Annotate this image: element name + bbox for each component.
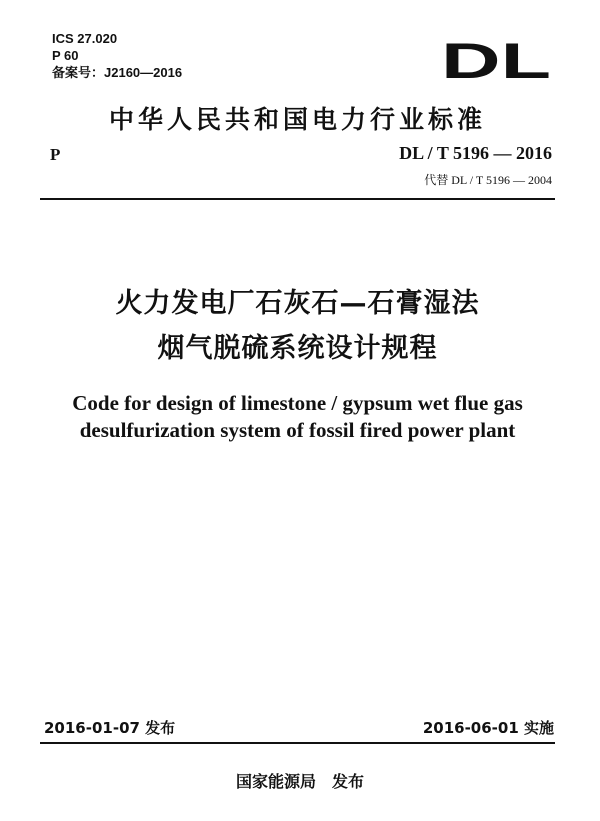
effective-date: 2016-06-01 实施: [422, 719, 554, 737]
header-divider: [40, 198, 555, 200]
title-en-line1: Code for design of limestone / gypsum wet flue gas: [72, 391, 523, 415]
dl-logo: [440, 40, 552, 80]
ccs-code: P 60: [52, 48, 79, 63]
replaces-standard: 代替 DL / T 5196 — 2004: [424, 173, 552, 187]
standard-type: 中华人民共和国电力行业标准: [108, 105, 486, 134]
filing-number: 备案号：J2160—2016: [52, 65, 183, 80]
category-code: P: [50, 145, 61, 164]
title-cn-line2: 烟气脱硫系统设计规程: [157, 333, 438, 364]
title-en-line2: desulfurization system of fossil fired power plant: [79, 418, 516, 442]
issue-date: 2016-01-07 发布: [44, 719, 176, 737]
title-cn-line1: 火力发电厂石灰石—石膏湿法: [115, 288, 480, 319]
standard-number: DL / T 5196 — 2016: [399, 143, 552, 163]
dl-logo-text: DL: [441, 40, 551, 80]
footer-divider: [40, 742, 555, 744]
issuer: 国家能源局 发布: [235, 772, 364, 791]
ics-code: ICS 27.020: [52, 31, 118, 46]
